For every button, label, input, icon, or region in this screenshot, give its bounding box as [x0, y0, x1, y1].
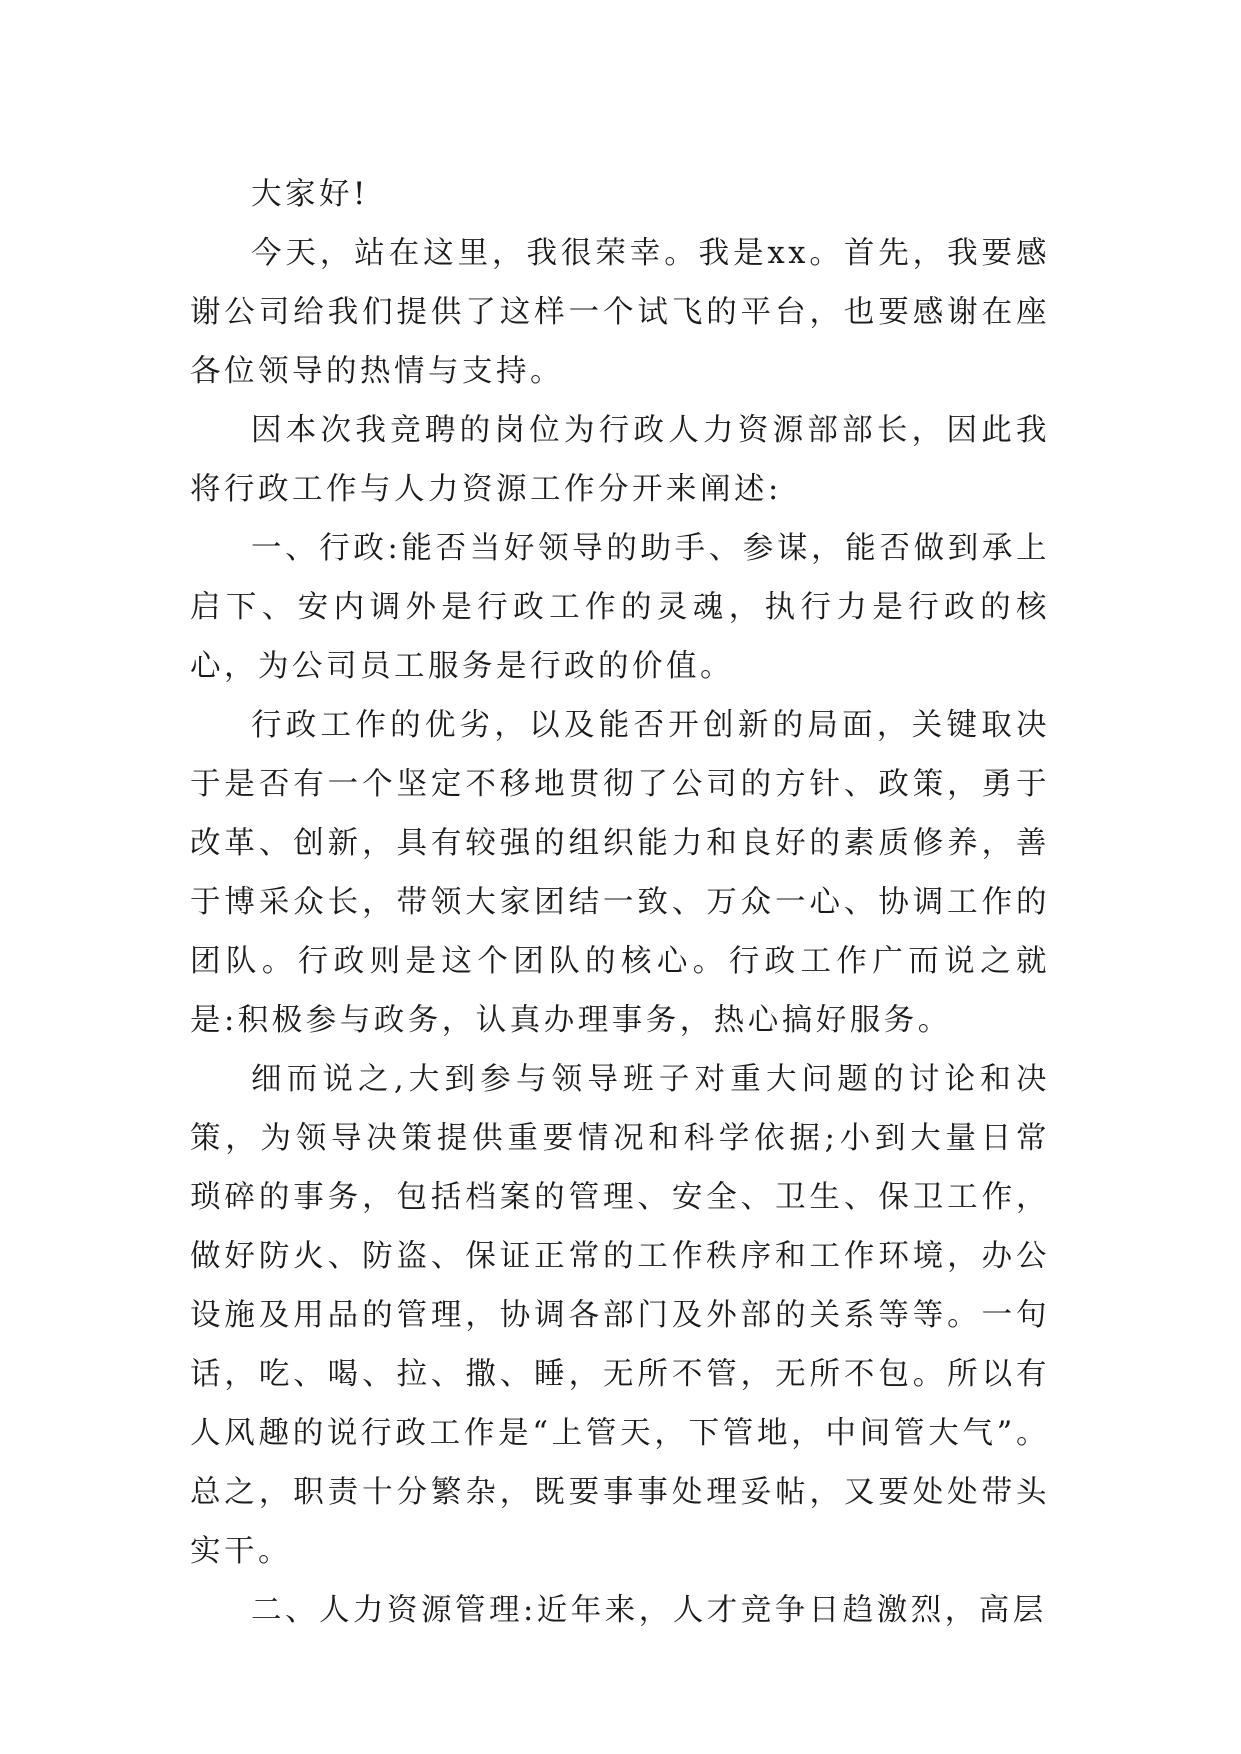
paragraph-administration-details: 细而说之,大到参与领导班子对重大问题的讨论和决策，为领导决策提供重要情况和科学依据;小到大量日常琐碎的事务，包括档案的管理、安全、卫生、保卫工作，做好防火、防盗、保证正常的工作秩序和工作环境，办公设施及用品的管理，协调各部门及外部的关系等等。一句话，吃、喝、拉、撒、睡，无所不管，无所不包。所以有人风趣的说行政工作是“上管天，下管地，中间管大气”。总之，职责十分繁杂，既要事事处理妥帖，又要处处带头实干。 — [190, 1062, 1050, 1569]
paragraph-administration-quality: 行政工作的优劣，以及能否开创新的局面，关键取决于是否有一个坚定不移地贯彻了公司的方针、政策，勇于改革、创新，具有较强的组织能力和良好的素质修养，善于博采众长，带领大家团结一致、万众一心、协调工作的团队。行政则是这个团队的核心。行政工作广而说之就是:积极参与政务，认真办理事务，热心搞好服务。 — [190, 708, 1050, 1038]
paragraph-greeting: 大家好! — [251, 177, 369, 212]
document-body — [190, 165, 1050, 1640]
paragraph-human-resources: 二、人力资源管理:近年来，人才竞争日趋激烈，高层 — [251, 1593, 1047, 1628]
paragraph-introduction: 今天，站在这里，我很荣幸。我是xx。首先，我要感谢公司给我们提供了这样一个试飞的平台，也要感谢在座各位领导的热情与支持。 — [190, 236, 1050, 389]
paragraph-administration: 一、行政:能否当好领导的助手、参谋，能否做到承上启下、安内调外是行政工作的灵魂，执行力是行政的核心，为公司员工服务是行政的价值。 — [190, 531, 1050, 684]
paragraph-position: 因本次我竞聘的岗位为行政人力资源部部长，因此我将行政工作与人力资源工作分开来阐述: — [190, 413, 1050, 507]
